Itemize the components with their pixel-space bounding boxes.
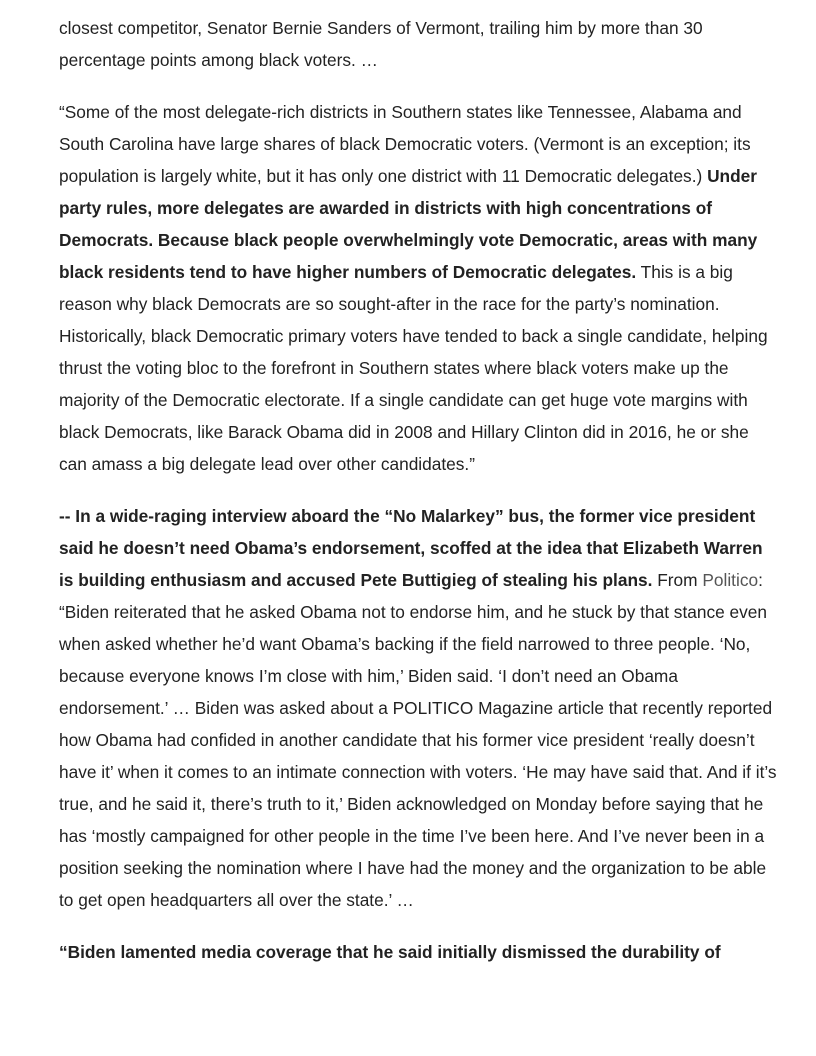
paragraph-3-bold: -- In a wide-raging interview aboard the “No Malarkey” bus, the former vice president said he doesn’t need Obama’s endorsement, scoffed at the idea that Elizabeth Warren is building enthusiasm and accused Pete Buttigieg of stealing his plans.	[59, 506, 763, 590]
paragraph-3	[59, 500, 779, 916]
paragraph-3-from: From	[652, 570, 703, 590]
politico-source-link[interactable]: Politico	[702, 570, 759, 590]
paragraph-2	[59, 96, 779, 480]
paragraph-4	[59, 936, 779, 968]
article-body	[59, 12, 779, 988]
paragraph-3-rest: : “Biden reiterated that he asked Obama not to endorse him, and he stuck by that stance even when asked whether he’d want Obama’s backing if the field narrowed to three people. ‘No, because everyone knows I’m close with him,’ Biden said. ‘I don’t need an Obama endorsement.’ … Biden was asked about a POLITICO Magazine article that recently reported how Obama had confided in another candidate that his former vice president ‘really doesn’t have it’ when it comes to an intimate connection with voters. ‘He may have said that. And if it’s true, and he said it, there’s truth to it,’ Biden acknowledged on Monday before saying that he has ‘mostly campaigned for other people in the time I’ve been here. And I’ve never been in a position seeking the nomination where I have had the money and the organization to be able to get open headquarters all over the state.’ …	[59, 570, 777, 910]
paragraph-2-intro: “Some of the most delegate-rich districts in Southern states like Tennessee, Alabama and South Carolina have large shares of black Democratic voters. (Vermont is an exception; its population is largely white, but it has only one district with 11 Democratic delegates.)	[59, 102, 751, 186]
paragraph-1: closest competitor, Senator Bernie Sanders of Vermont, trailing him by more than 30 percentage points among black voters. …	[59, 18, 703, 70]
paragraph-4-bold: “Biden lamented media coverage that he said initially dismissed the durability of	[59, 942, 721, 962]
paragraph-2-rest: This is a big reason why black Democrats are so sought-after in the race for the party’s nomination. Historically, black Democratic primary voters have tended to back a single candidate, helping thrust the voting bloc to the forefront in Southern states where black voters make up the majority of the Democratic electorate. If a single candidate can get huge vote margins with black Democrats, like Barack Obama did in 2008 and Hillary Clinton did in 2016, he or she can amass a big delegate lead over other candidates.”	[59, 262, 768, 474]
paragraph-2-bold: Under party rules, more delegates are awarded in districts with high concentrations of Democrats. Because black people overwhelmingly vote Democratic, areas with many black residents tend to have higher numbers of Democratic delegates.	[59, 166, 758, 282]
